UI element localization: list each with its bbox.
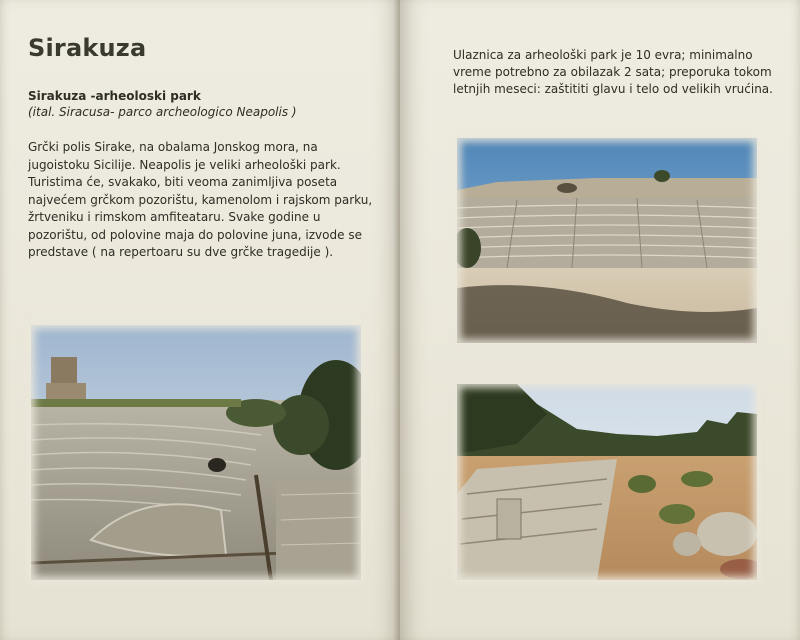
page-title: Sirakuza — [28, 34, 147, 62]
theatre-tower-image — [31, 325, 361, 580]
photo-greek-theatre-panorama — [457, 138, 757, 343]
quarry-ruins-image — [457, 384, 757, 580]
photo-greek-theatre-tower — [31, 325, 361, 580]
left-paragraph: Grčki polis Sirake, na obalama Jonskog mora, na jugoistoku Sicilije. Neapolis je veliki arheološki park. Turistima će, svakako, biti veoma zanimljiva poseta najvećem grčkom pozorištu, kamenolom i rajskom parku, žrtveniku i rimskom amfiteataru. Svake godine u pozorištu, od polovine maja do polovine juna, izvode se predstave ( na repertoaru su dve grčke tragedije ). — [28, 140, 373, 259]
photo-quarry-ruins — [457, 384, 757, 580]
section-subtitle-italic: (ital. Siracusa- parco archeologico Neapolis ) — [28, 105, 297, 119]
section-subtitle: Sirakuza -arheoloski park — [28, 89, 201, 103]
right-page — [400, 0, 800, 640]
theatre-panorama-image — [457, 138, 757, 343]
right-paragraph: Ulaznica za arheološki park je 10 evra; minimalno vreme potrebno za obilazak 2 sata; preporuka tokom letnjih meseci: zaštititi glavu i telo od velikih vrućina. — [453, 48, 773, 96]
